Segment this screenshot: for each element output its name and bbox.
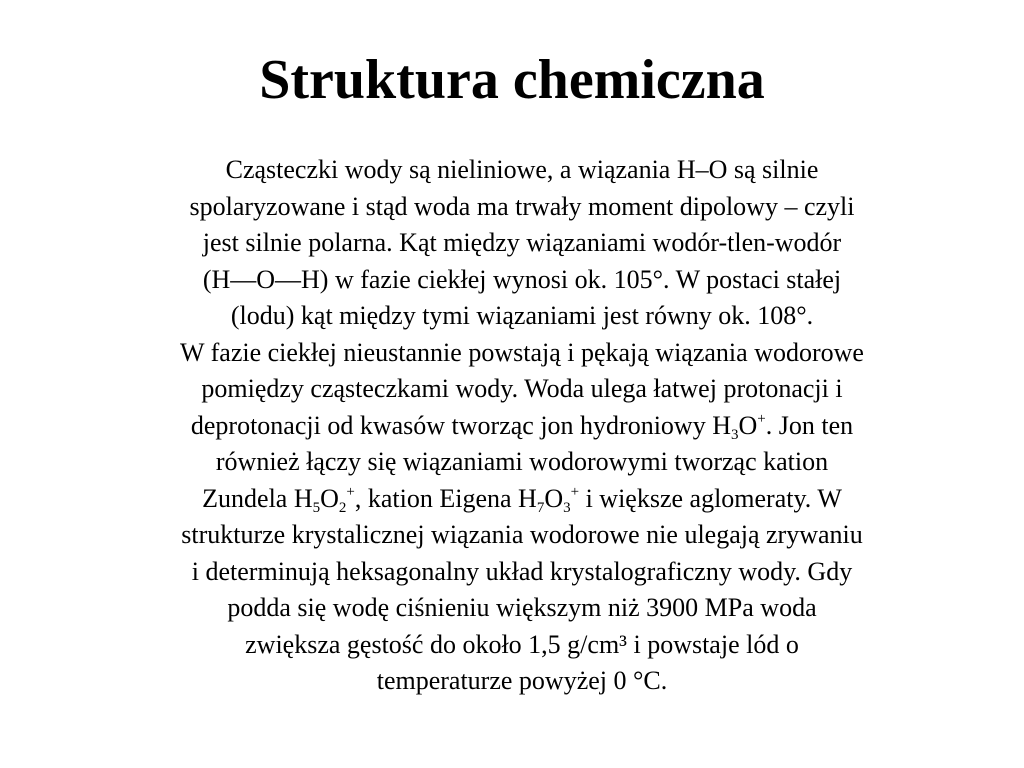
text-fragment: , kation Eigena H bbox=[354, 483, 537, 513]
text-line: podda się wodę ciśnieniu większym niż 3900 MPa woda bbox=[227, 593, 817, 622]
subscript: 7 bbox=[536, 499, 545, 516]
text-line: i determinują heksagonalny układ krystalograficzny wody. Gdy bbox=[191, 556, 853, 586]
text-line: temperaturze powyżej 0 °C. bbox=[376, 666, 668, 695]
text-line: strukturze krystalicznej wiązania wodorowe nie ulegają zrywaniu bbox=[181, 520, 863, 549]
paragraph-hydrogen-bonds bbox=[60, 335, 984, 700]
text-fragment: i większe aglomeraty. W bbox=[579, 483, 842, 513]
text-fragment: O bbox=[320, 483, 339, 513]
text-line: spolaryzowane i stąd woda ma trwały moment dipolowy – czyli bbox=[189, 191, 855, 221]
text-fragment: Zundela H bbox=[202, 483, 313, 513]
text-line-cations bbox=[60, 481, 984, 518]
paragraph-bond-angles bbox=[60, 152, 984, 335]
text-line: Cząsteczki wody są nieliniowe, a wiązania H–O są silnie bbox=[225, 155, 819, 184]
slide-body bbox=[60, 152, 984, 700]
text-fragment: . Jon ten bbox=[765, 410, 854, 440]
text-fragment: deprotonacji od kwasów tworząc jon hydroniowy H bbox=[190, 410, 731, 440]
text-line: (lodu) kąt między tymi wiązaniami jest równy ok. 108°. bbox=[230, 301, 814, 330]
subscript: 2 bbox=[338, 499, 347, 516]
text-line: W fazie ciekłej nieustannie powstają i pękają wiązania wodorowe bbox=[180, 337, 864, 367]
text-line: zwiększa gęstość do około 1,5 g/cm³ i powstaje lód o bbox=[245, 629, 799, 659]
text-fragment: O bbox=[544, 483, 564, 513]
superscript: + bbox=[570, 483, 580, 500]
text-line: pomiędzy cząsteczkami wody. Woda ulega łatwej protonacji i bbox=[201, 374, 843, 403]
text-fragment: O bbox=[738, 410, 758, 440]
superscript: + bbox=[757, 410, 766, 427]
slide-title: Struktura chemiczna bbox=[259, 49, 765, 111]
text-line-hydronium bbox=[60, 408, 984, 445]
superscript: + bbox=[346, 483, 355, 500]
subscript: 5 bbox=[312, 499, 321, 516]
text-line: również łączy się wiązaniami wodorowymi tworząc kation bbox=[215, 447, 829, 476]
subscript: 3 bbox=[730, 426, 739, 443]
subscript: 3 bbox=[563, 499, 571, 516]
text-line: jest silnie polarna. Kąt między wiązaniami wodór-tlen-wodór bbox=[202, 228, 842, 257]
text-line: (H―O―H) w fazie ciekłej wynosi ok. 105°. W postaci stałej bbox=[202, 264, 842, 294]
